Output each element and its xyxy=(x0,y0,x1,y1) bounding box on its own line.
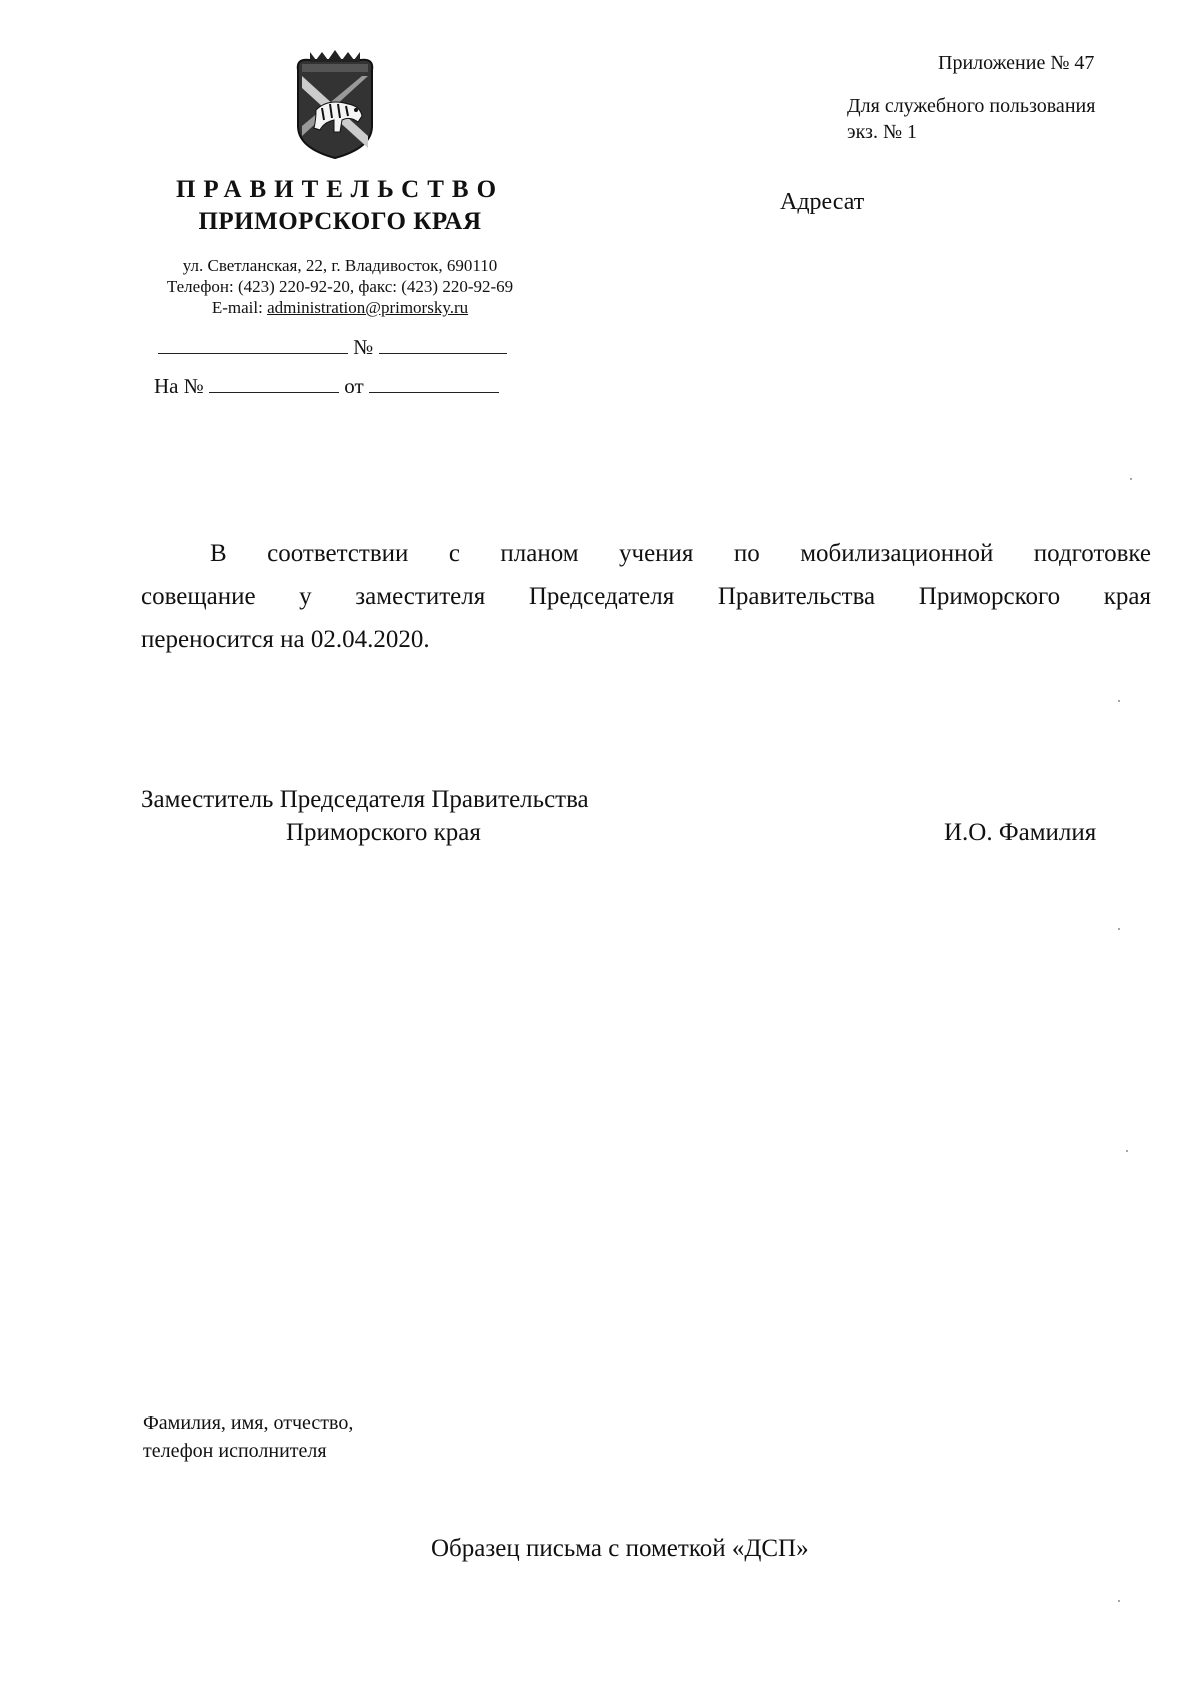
body-line: совещание у заместителя Председателя Правительства Приморского края xyxy=(141,583,1151,610)
org-name-line1: ПРАВИТЕЛЬСТВО xyxy=(175,176,505,203)
sample-caption: Образец письма с пометкой «ДСП» xyxy=(431,1535,809,1562)
reply-reg-row xyxy=(154,373,499,399)
coat-of-arms-icon xyxy=(288,48,382,160)
reg-date-blank[interactable] xyxy=(158,352,348,354)
scan-speck xyxy=(1118,1600,1120,1602)
reply-from-label: от xyxy=(344,374,364,398)
body-line: переносится на 02.04.2020. xyxy=(141,626,430,653)
org-phone: Телефон: (423) 220-92-20, факс: (423) 220-92-69 xyxy=(166,277,514,296)
scan-speck xyxy=(1126,1150,1128,1152)
signer-position-line1: Заместитель Председателя Правительства xyxy=(141,786,589,813)
reply-prefix: На № xyxy=(154,374,204,398)
email-link[interactable]: administration@primorsky.ru xyxy=(267,298,469,317)
scan-speck xyxy=(1118,700,1120,702)
org-name-line2: ПРИМОРСКОГО КРАЯ xyxy=(198,208,482,235)
signer-position-line2: Приморского края xyxy=(286,819,481,846)
email-prefix: E-mail: xyxy=(211,298,268,317)
reg-number-sign: № xyxy=(353,335,374,359)
executor-info-line1: Фамилия, имя, отчество, xyxy=(143,1412,354,1434)
annex-number: Приложение № 47 xyxy=(938,52,1095,74)
restricted-mark: Для служебного пользования xyxy=(847,95,1096,117)
reg-number-blank[interactable] xyxy=(379,352,507,354)
org-address: ул. Светланская, 22, г. Владивосток, 690110 xyxy=(182,256,498,275)
scan-speck xyxy=(1118,928,1120,930)
signer-name: И.О. Фамилия xyxy=(944,819,1097,846)
outgoing-reg-row xyxy=(158,334,507,360)
reply-number-blank[interactable] xyxy=(209,391,339,393)
copy-number: экз. № 1 xyxy=(847,121,918,143)
body-line: В соответствии с планом учения по мобилизационной подготовке xyxy=(210,540,1151,567)
org-email-line xyxy=(130,297,550,318)
scan-speck xyxy=(1130,478,1132,480)
addressee: Адресат xyxy=(780,189,865,215)
letter-body xyxy=(141,532,1151,661)
reply-date-blank[interactable] xyxy=(369,391,499,393)
executor-info-line2: телефон исполнителя xyxy=(143,1440,327,1462)
